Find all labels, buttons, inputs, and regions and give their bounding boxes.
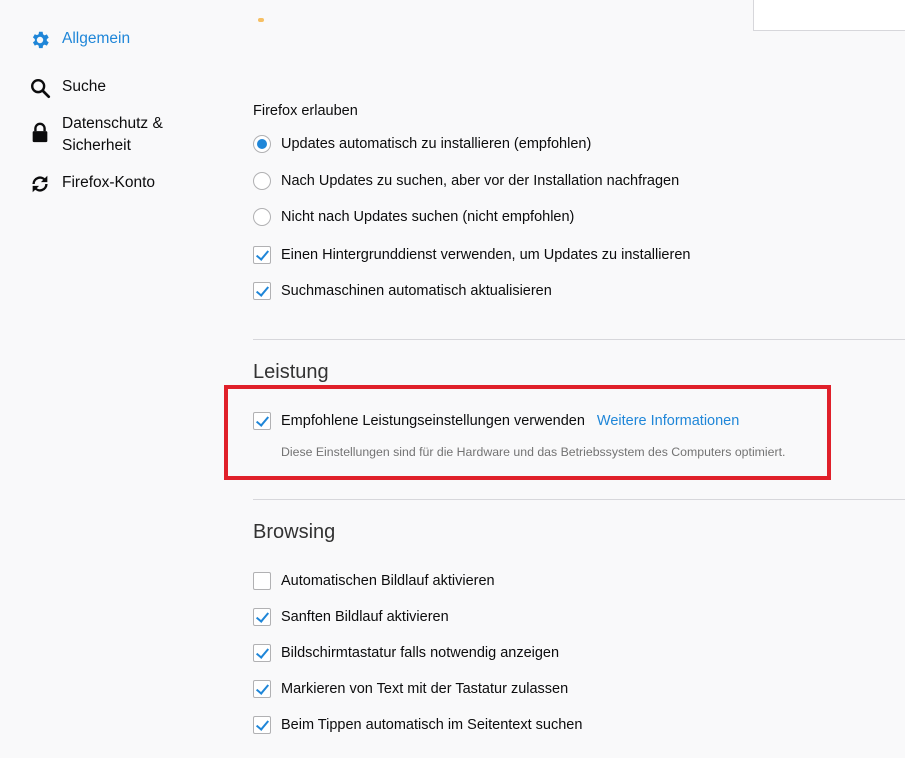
checkbox-label: Markieren von Text mit der Tastatur zulassen (281, 681, 569, 697)
sidebar (0, 0, 230, 758)
checkbox[interactable] (253, 246, 271, 264)
radio-label: Updates automatisch zu installieren (empfohlen) (281, 136, 592, 152)
partial-dropdown[interactable] (753, 0, 905, 31)
checkbox-label: Suchmaschinen automatisch aktualisieren (281, 283, 552, 299)
checkbox-label: Einen Hintergrunddienst verwenden, um Updates zu installieren (281, 247, 691, 263)
checkbox-autoscroll[interactable] (253, 571, 495, 591)
sidebar-item-label: Suche (62, 78, 106, 95)
checkbox-smooth-scroll[interactable] (253, 607, 449, 627)
checkbox-label: Automatischen Bildlauf aktivieren (281, 573, 495, 589)
partial-indicator (258, 18, 264, 22)
performance-description: Diese Einstellungen sind für die Hardware und das Betriebssystem des Computers optimiert. (281, 445, 786, 459)
sidebar-item-label-line1: Datenschutz & (62, 115, 163, 132)
sidebar-item-datenschutz[interactable] (28, 113, 163, 157)
checkbox-label: Empfohlene Leistungseinstellungen verwenden (281, 413, 585, 429)
radio-button[interactable] (253, 208, 271, 226)
performance-heading: Leistung (253, 361, 329, 383)
lock-icon (28, 121, 52, 145)
sidebar-item-label: Firefox-Konto (62, 174, 156, 191)
checkbox-caret-browsing[interactable] (253, 679, 568, 699)
updates-heading: Firefox erlauben (253, 103, 358, 119)
radio-button[interactable] (253, 135, 271, 153)
highlight-box (224, 385, 831, 480)
checkbox-background-service[interactable] (253, 245, 690, 265)
checkbox[interactable] (253, 716, 271, 734)
sidebar-item-label-line2: Sicherheit (62, 137, 131, 154)
checkbox-find-as-you-type[interactable] (253, 715, 582, 735)
radio-ask-before-install[interactable] (253, 171, 679, 191)
browsing-heading: Browsing (253, 521, 336, 543)
learn-more-link[interactable]: Weitere Informationen (596, 413, 740, 429)
checkbox[interactable] (253, 644, 271, 662)
checkbox-label: Beim Tippen automatisch im Seitentext suchen (281, 717, 583, 733)
checkbox[interactable] (253, 608, 271, 626)
radio-never-check[interactable] (253, 207, 574, 227)
checkbox-touch-keyboard[interactable] (253, 643, 559, 663)
sidebar-item-label (62, 113, 163, 157)
checkbox-search-engines-update[interactable] (253, 281, 552, 301)
sidebar-item-firefox-konto[interactable] (28, 172, 155, 196)
sidebar-item-allgemein[interactable] (28, 28, 130, 52)
sidebar-item-label: Allgemein (62, 30, 131, 47)
section-divider (253, 499, 905, 500)
sidebar-item-suche[interactable] (28, 76, 106, 100)
radio-auto-install[interactable] (253, 134, 591, 154)
section-divider (253, 339, 905, 340)
radio-button[interactable] (253, 172, 271, 190)
checkbox-label: Bildschirmtastatur falls notwendig anzeigen (281, 645, 560, 661)
search-icon (28, 76, 52, 100)
radio-label: Nicht nach Updates suchen (nicht empfohlen) (281, 209, 575, 225)
checkbox[interactable] (253, 572, 271, 590)
checkbox[interactable] (253, 282, 271, 300)
checkbox-label: Sanften Bildlauf aktivieren (281, 609, 449, 625)
radio-label: Nach Updates zu suchen, aber vor der Installation nachfragen (281, 173, 680, 189)
sync-icon (28, 172, 52, 196)
gear-icon (28, 28, 52, 52)
checkbox[interactable] (253, 680, 271, 698)
main-content (253, 0, 905, 758)
